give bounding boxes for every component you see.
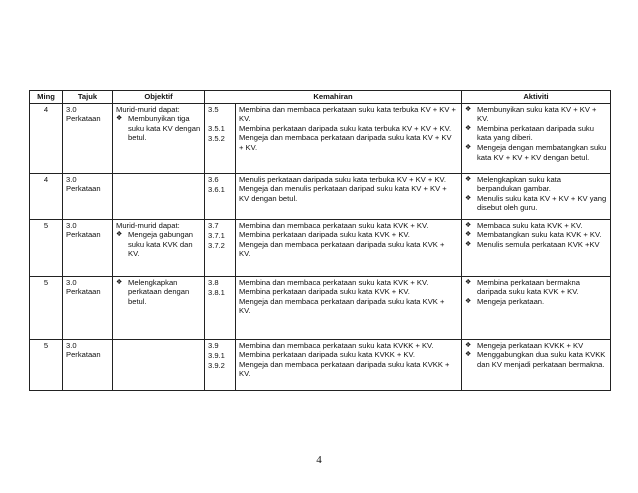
skill-code: 3.8: [208, 277, 219, 287]
skill-code: 3.7.1: [208, 230, 225, 240]
week-number: 5: [43, 277, 49, 287]
tajuk-cell: [63, 173, 113, 219]
skill-code: 3.9.1: [208, 350, 225, 360]
header-aktiviti: Aktiviti: [462, 91, 611, 104]
skill-code: 3.9.2: [208, 360, 225, 370]
activity-text: Menulis semula perkataan KVK +KV: [477, 239, 600, 249]
ming-cell: [30, 219, 63, 276]
diamond-bullet-icon: ❖: [465, 351, 472, 359]
activity-item: [465, 143, 607, 162]
table-row: [30, 173, 611, 219]
skill-code: 3.5.1: [208, 123, 225, 133]
aktiviti-cell: [462, 339, 611, 390]
skill-text: Mengeja dan menulis perkataan daripad suku kata KV + KV + KV dengan betul.: [239, 184, 447, 203]
activity-item: [465, 105, 607, 124]
skill-text: Membina dan membaca perkataan suku kata KVK + KV.: [239, 277, 429, 287]
objective-text: Membunyikan tiga suku kata KV dengan betul.: [128, 114, 201, 143]
header-row: [30, 91, 611, 104]
activity-text: Membina perkataan daripada suku kata yang diberi.: [477, 123, 594, 143]
table-row: [30, 339, 611, 390]
objective-intro: Murid-murid dapat:: [116, 220, 180, 230]
skill-text: Menulis perkataan daripada suku kata terbuka KV + KV + KV.: [239, 174, 446, 184]
activity-text: Mengeja perkataan KVKK + KV: [477, 340, 584, 350]
skill-code: 3.7: [208, 220, 219, 230]
objective-text: Melengkapkan perkataan dengan betul.: [128, 277, 190, 306]
kemahiran-cell: [236, 173, 462, 219]
objective-text: Mengeja gabungan suku kata KVK dan KV.: [128, 230, 194, 259]
skill-text: Mengeja dan membaca perkataan daripada suku kata KVK + KV.: [239, 296, 445, 316]
objektif-cell: [113, 219, 205, 276]
table-row: [30, 276, 611, 339]
ming-cell: [30, 339, 63, 390]
tajuk-line: Perkataan: [66, 114, 101, 124]
activity-item: [465, 240, 607, 250]
activity-item: [465, 341, 607, 351]
code-cell: [205, 173, 236, 219]
activity-item: [465, 124, 607, 143]
table-row: [30, 103, 611, 173]
skill-text: Membina dan membaca perkataan suku kata KVKK + KV.: [239, 340, 434, 350]
skill-code: 3.6: [208, 174, 219, 184]
tajuk-line: Perkataan: [66, 230, 101, 240]
tajuk-cell: [63, 219, 113, 276]
code-cell: [205, 276, 236, 339]
objective-item: [116, 278, 201, 307]
lesson-plan-table: [29, 90, 611, 391]
skill-code: 3.7.2: [208, 240, 225, 250]
tajuk-line: Perkataan: [66, 287, 101, 297]
page-number: 4: [316, 454, 322, 466]
activity-text: Membatangkan suku kata KVK + KV.: [477, 230, 602, 240]
diamond-bullet-icon: ❖: [465, 297, 472, 305]
objective-item: [116, 114, 201, 143]
diamond-bullet-icon: ❖: [465, 240, 472, 248]
code-cell: [205, 103, 236, 173]
objektif-cell: [113, 173, 205, 219]
activity-item: [465, 278, 607, 297]
table-row: [30, 219, 611, 276]
skill-text: Membina perkataan daripada suku kata KVKK + KV.: [239, 350, 415, 360]
tajuk-line: Perkataan: [66, 350, 101, 360]
week-number: 4: [43, 104, 49, 114]
diamond-bullet-icon: ❖: [116, 115, 123, 123]
tajuk-line: 3.0: [66, 340, 77, 350]
aktiviti-cell: [462, 103, 611, 173]
objektif-cell: [113, 339, 205, 390]
activity-text: Membunyikan suku kata KV + KV + KV.: [477, 104, 597, 124]
tajuk-line: 3.0: [66, 104, 77, 114]
header-ming: Ming: [30, 91, 63, 104]
week-number: 5: [43, 220, 49, 230]
activity-text: Menulis suku kata KV + KV + KV yang disebut oleh guru.: [477, 193, 607, 213]
aktiviti-cell: [462, 219, 611, 276]
skill-code: 3.6.1: [208, 184, 225, 194]
objektif-cell: [113, 103, 205, 173]
diamond-bullet-icon: ❖: [465, 143, 472, 151]
activity-text: Mengeja dengan membatangkan suku kata KV + KV + KV dengan betul.: [477, 142, 607, 162]
diamond-bullet-icon: ❖: [465, 341, 472, 349]
skill-text: Membina perkataan daripada suku kata terbuka KV + KV + KV.: [239, 123, 452, 133]
diamond-bullet-icon: ❖: [116, 231, 123, 239]
ming-cell: [30, 173, 63, 219]
activity-text: Mengeja perkataan.: [477, 296, 545, 306]
activity-text: Membina perkataan bermakna daripada suku kata KVK + KV.: [477, 277, 580, 297]
diamond-bullet-icon: ❖: [465, 231, 472, 239]
skill-text: Membina dan membaca perkataan suku kata terbuka KV + KV + KV.: [239, 104, 456, 124]
ming-cell: [30, 103, 63, 173]
week-number: 4: [43, 174, 49, 184]
tajuk-line: 3.0: [66, 174, 77, 184]
kemahiran-cell: [236, 339, 462, 390]
diamond-bullet-icon: ❖: [465, 194, 472, 202]
tajuk-cell: [63, 276, 113, 339]
activity-item: [465, 175, 607, 194]
activity-item: [465, 221, 607, 231]
activity-item: [465, 350, 607, 369]
skill-code: 3.5.2: [208, 133, 225, 143]
activity-text: Menggabungkan dua suku kata KVKK dan KV menjadi perkataan bermakna.: [477, 350, 606, 369]
skill-code: 3.5: [208, 104, 219, 114]
aktiviti-cell: [462, 276, 611, 339]
kemahiran-cell: [236, 219, 462, 276]
tajuk-line: 3.0: [66, 277, 77, 287]
activity-item: [465, 297, 607, 307]
tajuk-cell: [63, 103, 113, 173]
diamond-bullet-icon: ❖: [465, 221, 472, 229]
skill-code: 3.9: [208, 340, 219, 350]
diamond-bullet-icon: ❖: [465, 278, 472, 286]
activity-text: Membaca suku kata KVK + KV.: [477, 220, 583, 230]
header-kemahiran: Kemahiran: [205, 91, 462, 104]
tajuk-line: 3.0: [66, 220, 77, 230]
activity-item: [465, 230, 607, 240]
diamond-bullet-icon: ❖: [465, 124, 472, 132]
kemahiran-cell: [236, 103, 462, 173]
skill-code: 3.8.1: [208, 287, 225, 297]
skill-text: Membina perkataan daripada suku kata KVK + KV.: [239, 287, 410, 297]
diamond-bullet-icon: ❖: [465, 175, 472, 183]
tajuk-cell: [63, 339, 113, 390]
skill-text: Mengeja dan membaca perkataan daripada suku kata KVK + KV.: [239, 239, 445, 259]
week-number: 5: [43, 340, 49, 350]
ming-cell: [30, 276, 63, 339]
header-tajuk: Tajuk: [63, 91, 113, 104]
code-cell: [205, 219, 236, 276]
objektif-cell: [113, 276, 205, 339]
code-cell: [205, 339, 236, 390]
skill-text: Membina perkataan daripada suku kata KVK + KV.: [239, 230, 410, 240]
kemahiran-cell: [236, 276, 462, 339]
skill-text: Mengeja dan membaca perkataan daripada suku kata KV + KV + KV.: [239, 133, 452, 152]
objective-item: [116, 230, 201, 259]
aktiviti-cell: [462, 173, 611, 219]
skill-text: Membina dan membaca perkataan suku kata KVK + KV.: [239, 220, 429, 230]
diamond-bullet-icon: ❖: [116, 278, 123, 286]
skill-text: Mengeja dan membaca perkataan daripada suku kata KVKK + KV.: [239, 359, 450, 379]
header-objektif: Objektif: [113, 91, 205, 104]
tajuk-line: Perkataan: [66, 184, 101, 194]
objective-intro: Murid-murid dapat:: [116, 104, 180, 114]
activity-text: Melengkapkan suku kata berpandukan gambar.: [477, 174, 562, 194]
diamond-bullet-icon: ❖: [465, 105, 472, 113]
activity-item: [465, 194, 607, 213]
